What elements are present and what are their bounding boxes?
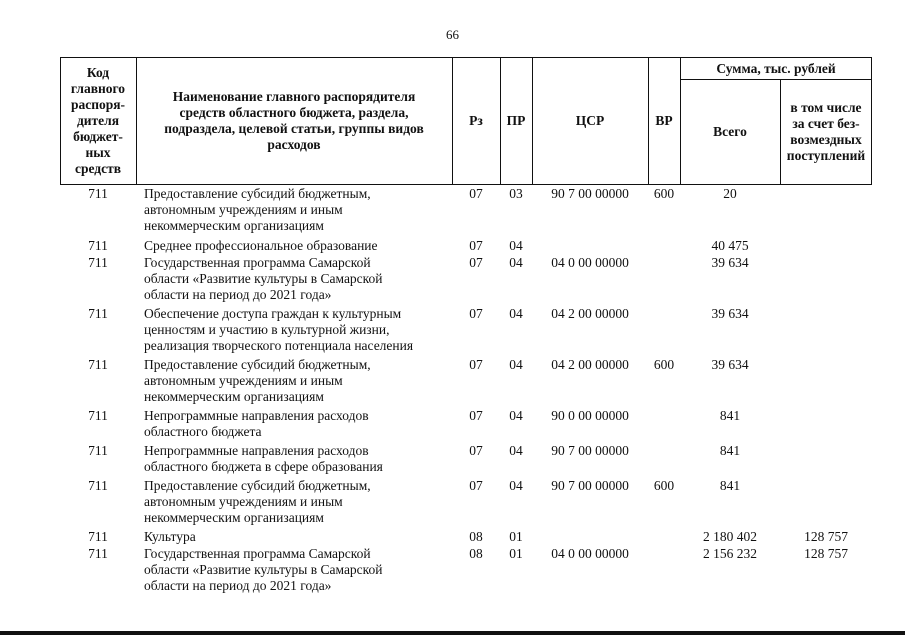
cell-csr: 04 0 00 00000 — [551, 255, 629, 270]
cell-name: Обеспечение доступа граждан к культурным ценностям и участию в культурной жизни, реализация творческого потенциала населения — [144, 306, 414, 353]
cell-csr: 90 7 00 00000 — [551, 186, 629, 201]
cell-rz: 08 — [469, 529, 483, 544]
cell-kod: 711 — [88, 529, 108, 544]
cell-name: Государственная программа Самарской области «Развитие культуры в Самарской области на период до 2021 года» — [144, 255, 383, 302]
cell-kod: 711 — [88, 357, 108, 372]
table-row — [60, 443, 872, 478]
cell-kod: 711 — [88, 408, 108, 423]
table-body — [60, 186, 872, 597]
table-header — [60, 57, 872, 185]
header-kod: Код главного распоря- дителя бюджет- ных средств — [70, 65, 126, 176]
table-row — [60, 186, 872, 238]
cell-vsego: 841 — [719, 408, 741, 423]
table-row — [60, 478, 872, 529]
cell-vsego: 2 156 232 — [703, 546, 757, 561]
cell-name: Непрограммные направления расходов областного бюджета в сфере образования — [144, 443, 383, 474]
table-row — [60, 546, 872, 597]
cell-pr: 03 — [509, 186, 523, 201]
table-row — [60, 238, 872, 255]
budget-table — [60, 57, 872, 597]
cell-pr: 04 — [509, 408, 523, 423]
cell-pr: 04 — [509, 357, 523, 372]
header-pr: ПР — [506, 113, 526, 128]
cell-vr: 600 — [653, 478, 675, 493]
cell-vr: 600 — [653, 186, 675, 201]
cell-vsego: 39 634 — [711, 357, 749, 372]
cell-csr: 90 7 00 00000 — [551, 443, 629, 458]
cell-name: Культура — [144, 529, 196, 544]
header-rz: Рз — [469, 113, 483, 128]
cell-vsego: 40 475 — [711, 238, 749, 253]
cell-kod: 711 — [88, 478, 108, 493]
cell-rz: 07 — [469, 408, 483, 423]
bottom-rule — [0, 631, 905, 635]
cell-name: Непрограммные направления расходов областного бюджета — [144, 408, 369, 439]
cell-vsego: 39 634 — [711, 306, 749, 321]
cell-bez: 128 757 — [804, 546, 848, 561]
cell-pr: 04 — [509, 443, 523, 458]
cell-name: Предоставление субсидий бюджетным, автономным учреждениям и иным некоммерческим организациям — [144, 186, 371, 233]
cell-pr: 04 — [509, 306, 523, 321]
cell-name: Государственная программа Самарской области «Развитие культуры в Самарской области на период до 2021 года» — [144, 546, 383, 593]
header-csr: ЦСР — [575, 113, 605, 128]
cell-name: Предоставление субсидий бюджетным, автономным учреждениям и иным некоммерческим организациям — [144, 357, 371, 404]
table-row — [60, 529, 872, 546]
cell-pr: 04 — [509, 238, 523, 253]
cell-rz: 07 — [469, 443, 483, 458]
cell-vsego: 841 — [719, 478, 741, 493]
cell-kod: 711 — [88, 546, 108, 561]
cell-kod: 711 — [88, 255, 108, 270]
table-row — [60, 255, 872, 306]
cell-vsego: 20 — [723, 186, 737, 201]
cell-kod: 711 — [88, 306, 108, 321]
cell-name: Предоставление субсидий бюджетным, автономным учреждениям и иным некоммерческим организациям — [144, 478, 371, 525]
cell-rz: 07 — [469, 186, 483, 201]
cell-rz: 07 — [469, 238, 483, 253]
cell-bez: 128 757 — [804, 529, 848, 544]
cell-csr: 90 0 00 00000 — [551, 408, 629, 423]
cell-rz: 07 — [469, 357, 483, 372]
cell-kod: 711 — [88, 238, 108, 253]
cell-pr: 01 — [509, 529, 523, 544]
cell-name: Среднее профессиональное образование — [144, 238, 378, 253]
header-summa: Сумма, тыс. рублей — [716, 61, 836, 76]
cell-rz: 07 — [469, 255, 483, 270]
table-row — [60, 306, 872, 357]
cell-pr: 04 — [509, 255, 523, 270]
cell-pr: 01 — [509, 546, 523, 561]
cell-csr: 04 0 00 00000 — [551, 546, 629, 561]
header-name: Наименование главного распорядителя средств областного бюджета, раздела, подраздела, целевой статьи, группы видов расходов — [164, 89, 424, 152]
cell-kod: 711 — [88, 186, 108, 201]
header-vsego: Всего — [713, 124, 747, 139]
cell-rz: 08 — [469, 546, 483, 561]
table-row — [60, 408, 872, 443]
header-bez: в том числе за счет без- возмездных поступлений — [786, 100, 866, 163]
cell-rz: 07 — [469, 306, 483, 321]
cell-rz: 07 — [469, 478, 483, 493]
header-vr: ВР — [655, 113, 673, 128]
cell-kod: 711 — [88, 443, 108, 458]
table-row — [60, 357, 872, 408]
cell-pr: 04 — [509, 478, 523, 493]
cell-vsego: 2 180 402 — [703, 529, 757, 544]
cell-vsego: 39 634 — [711, 255, 749, 270]
cell-csr: 04 2 00 00000 — [551, 357, 629, 372]
cell-vsego: 841 — [719, 443, 741, 458]
cell-csr: 04 2 00 00000 — [551, 306, 629, 321]
cell-vr: 600 — [653, 357, 675, 372]
page-number: 66 — [446, 27, 459, 42]
cell-csr: 90 7 00 00000 — [551, 478, 629, 493]
